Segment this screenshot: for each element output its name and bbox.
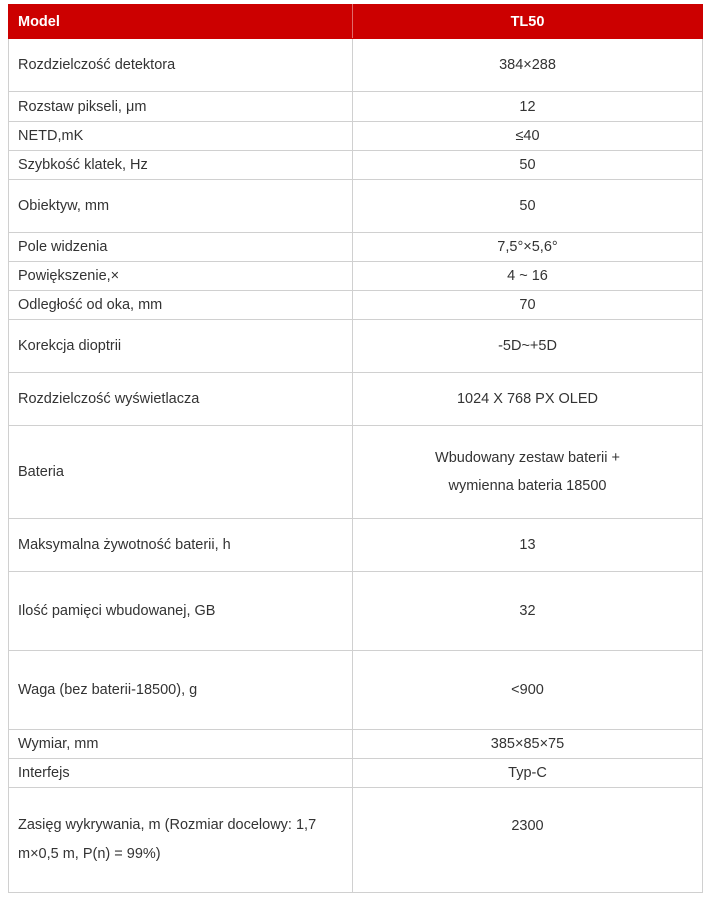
row-label: Rozdzielczość wyświetlacza xyxy=(9,373,353,426)
row-value: <900 xyxy=(353,651,703,730)
table-row xyxy=(9,759,703,788)
table-row xyxy=(9,262,703,291)
row-value: 385×85×75 xyxy=(353,730,703,759)
table-row xyxy=(9,151,703,180)
row-label: Ilość pamięci wbudowanej, GB xyxy=(9,572,353,651)
table-row xyxy=(9,233,703,262)
row-value: 7,5°×5,6° xyxy=(353,233,703,262)
row-value: 2300 xyxy=(353,788,703,893)
row-label: Rozdzielczość detektora xyxy=(9,39,353,92)
table-row xyxy=(9,122,703,151)
row-value: 12 xyxy=(353,92,703,122)
table-header-row xyxy=(9,5,703,39)
table-row xyxy=(9,426,703,519)
table-row xyxy=(9,92,703,122)
row-label: Obiektyw, mm xyxy=(9,180,353,233)
table-row xyxy=(9,291,703,320)
table-row xyxy=(9,180,703,233)
spec-table xyxy=(8,4,703,893)
row-value: 13 xyxy=(353,519,703,572)
table-row xyxy=(9,730,703,759)
row-label: Wymiar, mm xyxy=(9,730,353,759)
table-row xyxy=(9,651,703,730)
row-label: NETD,mK xyxy=(9,122,353,151)
table-row xyxy=(9,519,703,572)
row-value: ≤40 xyxy=(353,122,703,151)
row-label: Odległość od oka, mm xyxy=(9,291,353,320)
row-label: Rozstaw pikseli, μm xyxy=(9,92,353,122)
table-row xyxy=(9,788,703,893)
row-value: 384×288 xyxy=(353,39,703,92)
header-label: Model xyxy=(9,5,353,39)
table-row xyxy=(9,320,703,373)
row-value: 4 ~ 16 xyxy=(353,262,703,291)
table-row xyxy=(9,39,703,92)
row-value: 50 xyxy=(353,151,703,180)
row-label: Szybkość klatek, Hz xyxy=(9,151,353,180)
row-value: 50 xyxy=(353,180,703,233)
row-label: Bateria xyxy=(9,426,353,519)
row-label: Maksymalna żywotność baterii, h xyxy=(9,519,353,572)
row-value: 1024 X 768 PX OLED xyxy=(353,373,703,426)
row-label: Interfejs xyxy=(9,759,353,788)
row-value: 32 xyxy=(353,572,703,651)
row-value: -5D~+5D xyxy=(353,320,703,373)
row-value: Wbudowany zestaw baterii + wymienna bateria 18500 xyxy=(353,426,703,519)
row-value: 70 xyxy=(353,291,703,320)
row-label: Powiększenie,× xyxy=(9,262,353,291)
table-row xyxy=(9,373,703,426)
row-label: Waga (bez baterii-18500), g xyxy=(9,651,353,730)
table-row xyxy=(9,572,703,651)
row-label: Zasięg wykrywania, m (Rozmiar docelowy: 1,7 m×0,5 m, P(n) = 99%) xyxy=(9,788,353,893)
row-value: Typ-C xyxy=(353,759,703,788)
row-label: Pole widzenia xyxy=(9,233,353,262)
header-value: TL50 xyxy=(353,5,703,39)
row-label: Korekcja dioptrii xyxy=(9,320,353,373)
